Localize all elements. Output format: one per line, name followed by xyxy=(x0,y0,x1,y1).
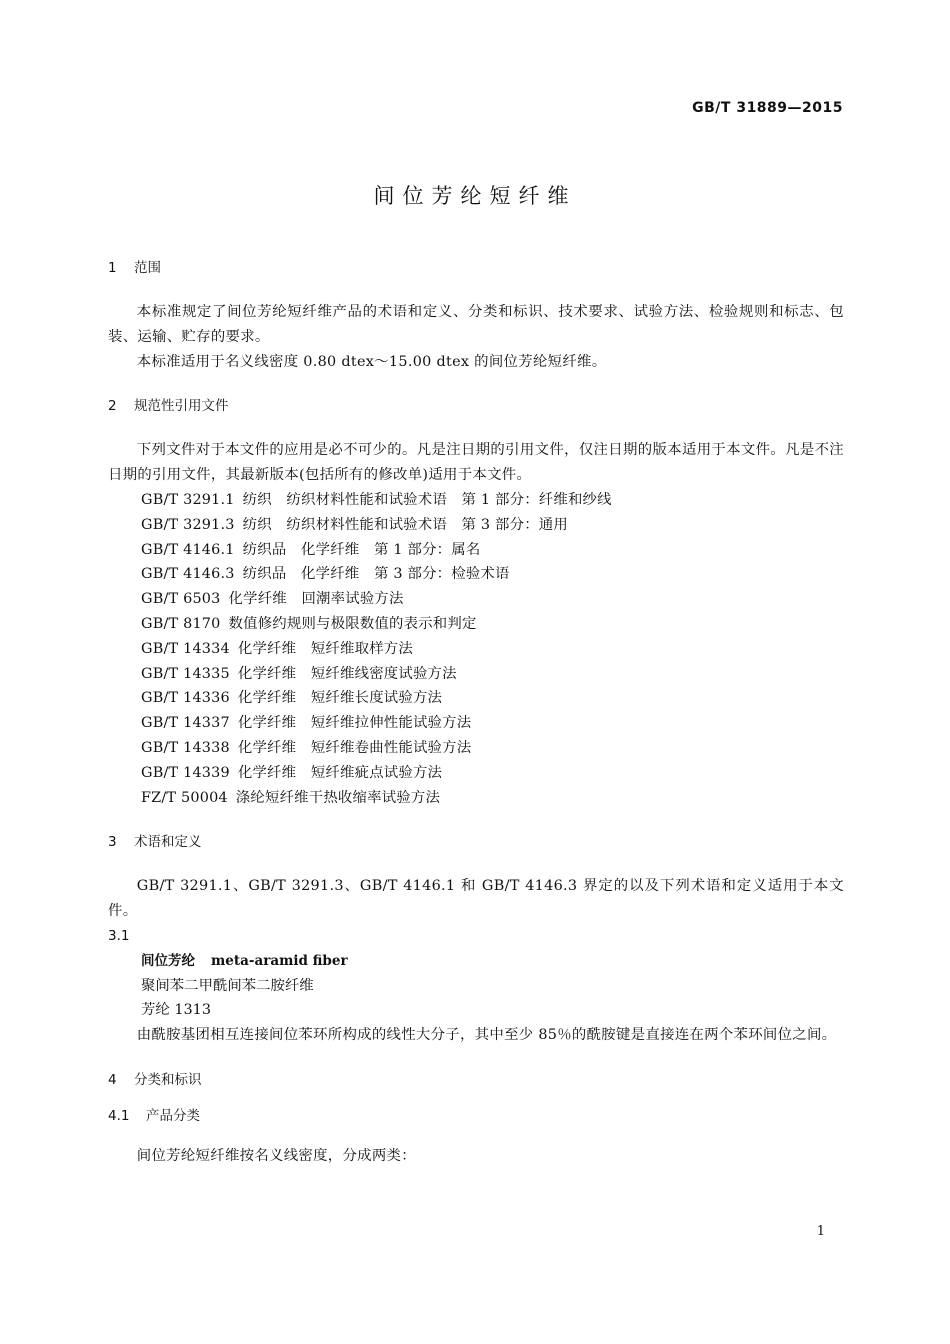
section-number: 3 xyxy=(108,834,117,851)
reference-item xyxy=(108,513,844,538)
reference-item xyxy=(108,711,844,736)
reference-code: GB/T 3291.1 xyxy=(141,491,235,508)
section-title: 规范性引用文件 xyxy=(134,398,229,415)
term-number: 3.1 xyxy=(108,927,130,944)
reference-code: GB/T 14334 xyxy=(141,640,230,657)
section-3-heading xyxy=(108,830,844,854)
reference-code: FZ/T 50004 xyxy=(141,789,228,806)
reference-title: 纺织品 化学纤维 第 1 部分：属名 xyxy=(242,541,481,558)
section-4-heading xyxy=(108,1068,844,1092)
subsection-number: 4.1 xyxy=(108,1107,130,1124)
reference-title: 纺织 纺织材料性能和试验术语 第 3 部分：通用 xyxy=(242,516,568,533)
reference-item xyxy=(108,562,844,587)
reference-item xyxy=(108,761,844,786)
subsection-4-1-heading xyxy=(108,1104,844,1128)
standard-code: GB/T 31889—2015 xyxy=(692,100,843,116)
reference-code: GB/T 14338 xyxy=(141,739,230,756)
reference-item xyxy=(108,587,844,612)
section-1-heading xyxy=(108,256,844,280)
reference-title: 涤纶短纤维干热收缩率试验方法 xyxy=(235,789,441,806)
reference-code: GB/T 14335 xyxy=(141,665,230,682)
reference-title: 化学纤维 回潮率试验方法 xyxy=(228,591,404,608)
reference-title: 纺织品 化学纤维 第 3 部分：检验术语 xyxy=(242,566,510,583)
reference-title: 数值修约规则与极限数值的表示和判定 xyxy=(228,615,477,632)
reference-title: 化学纤维 短纤维疵点试验方法 xyxy=(237,764,443,781)
term-name-en: meta-aramid fiber xyxy=(211,952,348,969)
reference-title: 化学纤维 短纤维卷曲性能试验方法 xyxy=(237,739,472,756)
scope-paragraph-1: 本标准规定了间位芳纶短纤维产品的术语和定义、分类和标识、技术要求、试验方法、检验规则和标志、包装、运输、贮存的要求。 xyxy=(108,304,844,345)
reference-list xyxy=(108,488,844,810)
section-number: 1 xyxy=(108,260,117,276)
section-title: 分类和标识 xyxy=(134,1071,202,1088)
classification-paragraph: 间位芳纶短纤维按名义线密度，分成两类： xyxy=(136,1147,416,1164)
reference-item xyxy=(108,538,844,563)
reference-code: GB/T 3291.3 xyxy=(141,516,235,533)
reference-item xyxy=(108,488,844,513)
subsection-title: 产品分类 xyxy=(146,1107,200,1124)
term-definition: 由酰胺基团相互连接间位苯环所构成的线性大分子，其中至少 85％的酰胺键是直接连在两个苯环间位之间。 xyxy=(136,1027,837,1044)
section-2-heading xyxy=(108,394,844,418)
term-synonym: 芳纶 1313 xyxy=(141,1002,211,1019)
page-number: 1 xyxy=(816,1224,825,1239)
reference-title: 化学纤维 短纤维线密度试验方法 xyxy=(237,665,457,682)
section-number: 2 xyxy=(108,398,117,415)
reference-code: GB/T 4146.3 xyxy=(141,566,235,583)
term-heading xyxy=(108,949,844,974)
section-title: 术语和定义 xyxy=(134,834,202,851)
reference-code: GB/T 14336 xyxy=(141,690,230,707)
term-synonym: 聚间苯二甲酰间苯二胺纤维 xyxy=(141,977,314,994)
reference-title: 纺织 纺织材料性能和试验术语 第 1 部分：纤维和纱线 xyxy=(242,491,612,508)
reference-title: 化学纤维 短纤维长度试验方法 xyxy=(237,690,443,707)
reference-code: GB/T 6503 xyxy=(141,591,221,608)
document-body xyxy=(108,256,844,1169)
reference-item xyxy=(108,786,844,811)
reference-code: GB/T 14337 xyxy=(141,715,230,732)
terms-intro: GB/T 3291.1、GB/T 3291.3、GB/T 4146.1 和 GB/T 4146.3 界定的以及下列术语和定义适用于本文件。 xyxy=(108,878,844,920)
reference-code: GB/T 14339 xyxy=(141,764,230,781)
reference-item xyxy=(108,637,844,662)
reference-item xyxy=(108,612,844,637)
document-title: 间位芳纶短纤维 xyxy=(373,184,577,208)
reference-item xyxy=(108,662,844,687)
reference-item xyxy=(108,736,844,761)
section-title: 范围 xyxy=(134,260,161,276)
reference-title: 化学纤维 短纤维拉伸性能试验方法 xyxy=(237,715,472,732)
reference-item xyxy=(108,686,844,711)
scope-paragraph-2: 本标准适用于名义线密度 0.80 dtex～15.00 dtex 的间位芳纶短纤维。 xyxy=(136,353,607,370)
reference-code: GB/T 4146.1 xyxy=(141,541,235,558)
term-name-cn: 间位芳纶 xyxy=(141,952,195,969)
section-number: 4 xyxy=(108,1071,117,1088)
references-intro: 下列文件对于本文件的应用是必不可少的。凡是注日期的引用文件，仅注日期的版本适用于本文件。凡是不注日期的引用文件，其最新版本(包括所有的修改单)适用于本文件。 xyxy=(108,442,844,484)
reference-code: GB/T 8170 xyxy=(141,615,221,632)
reference-title: 化学纤维 短纤维取样方法 xyxy=(237,640,413,657)
